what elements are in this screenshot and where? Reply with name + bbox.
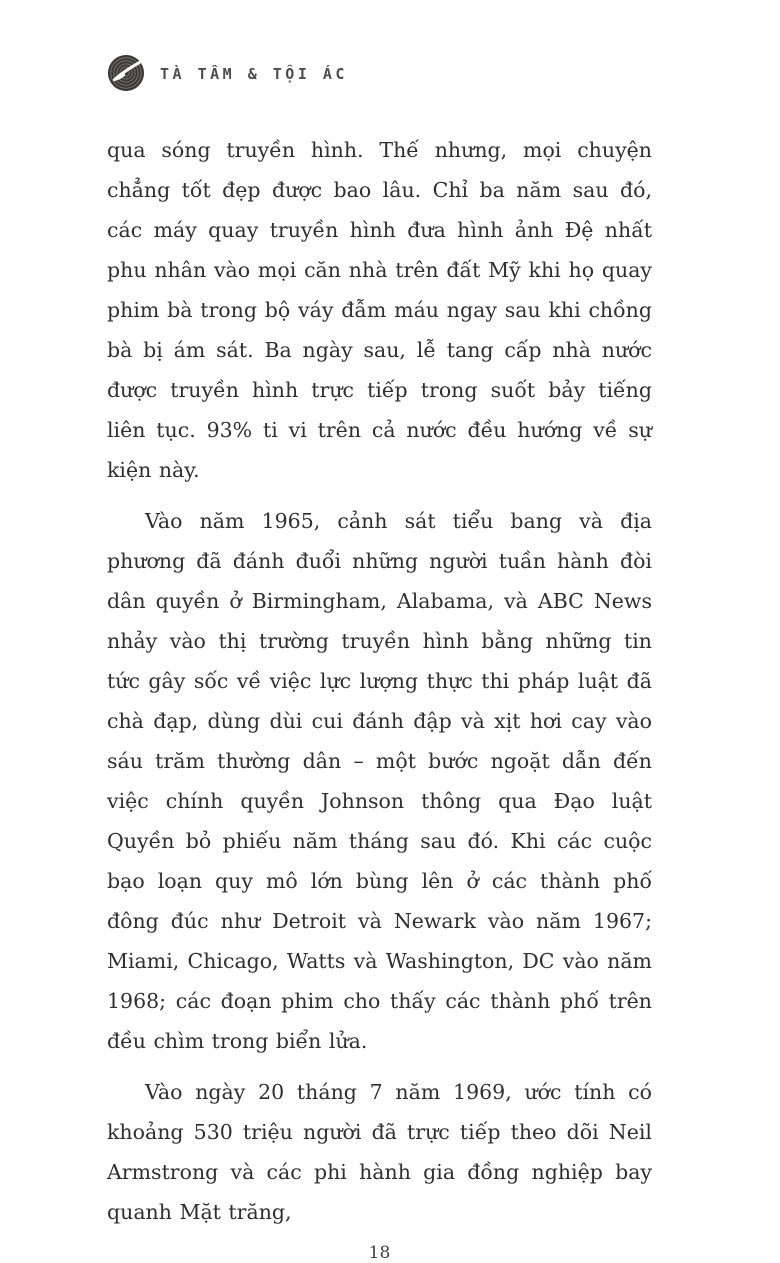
page-body xyxy=(107,130,652,1243)
paragraph: qua sóng truyền hình. Thế nhưng, mọi chuyện chẳng tốt đẹp được bao lâu. Chỉ ba năm sau đó, các máy quay truyền hình đưa hình ảnh Đệ nhất phu nhân vào mọi căn nhà trên đất Mỹ khi họ quay phim bà trong bộ váy đẫm máu ngay sau khi chồng bà bị ám sát. Ba ngày sau, lễ tang cấp nhà nước được truyền hình trực tiếp trong suốt bảy tiếng liên tục. 93% ti vi trên cả nước đều hướng về sự kiện này. xyxy=(107,138,652,482)
running-head-title: TÀ TÂM & TỘI ÁC xyxy=(160,65,348,83)
page-header xyxy=(107,54,652,92)
page-number: 18 xyxy=(368,1243,391,1263)
fingerprint-icon xyxy=(107,54,145,92)
page-footer xyxy=(107,1243,652,1263)
paragraph: Vào năm 1965, cảnh sát tiểu bang và địa phương đã đánh đuổi những người tuần hành đòi dân quyền ở Birmingham, Alabama, và ABC News nhảy vào thị trường truyền hình bằng những tin tức gây sốc về việc lực lượng thực thi pháp luật đã chà đạp, dùng dùi cui đánh đập và xịt hơi cay vào sáu trăm thường dân – một bước ngoặt dẫn đến việc chính quyền Johnson thông qua Đạo luật Quyền bỏ phiếu năm tháng sau đó. Khi các cuộc bạo loạn quy mô lớn bùng lên ở các thành phố đông đúc như Detroit và Newark vào năm 1967; Miami, Chicago, Watts và Washington, DC vào năm 1968; các đoạn phim cho thấy các thành phố trên đều chìm trong biển lửa. xyxy=(107,509,652,1053)
paragraph: Vào ngày 20 tháng 7 năm 1969, ước tính có khoảng 530 triệu người đã trực tiếp theo dõi Neil Armstrong và các phi hành gia đồng nghiệp bay quanh Mặt trăng, xyxy=(107,1080,652,1224)
